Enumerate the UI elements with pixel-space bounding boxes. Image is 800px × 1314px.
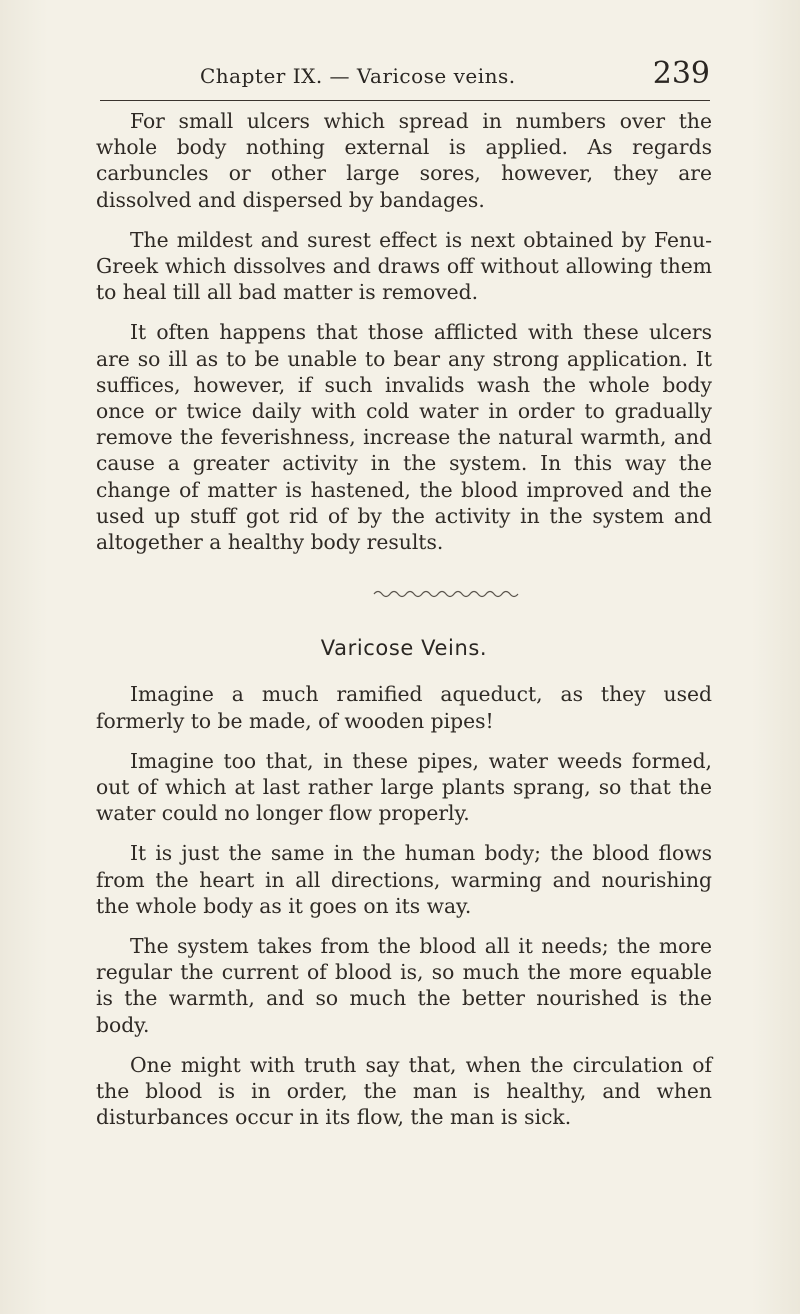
wavy-line-divider-icon xyxy=(96,581,712,597)
paragraph: One might with truth say that, when the circulation of the blood is in order, the man is healthy, and when disturbances occur in its flow, the man is sick. xyxy=(96,1052,712,1130)
running-header xyxy=(100,56,710,101)
page-body xyxy=(96,108,712,1145)
paragraph: It often happens that those afflicted with these ulcers are so ill as to be unable to bear any strong application. It suffices, however, if such invalids wash the whole body once or twice daily with cold water in order to gradually remove the feverishness, increase the natural warmth, and cause a greater activity in the system. In this way the change of matter is hastened, the blood improved and the used up stuff got rid of by the activity in the system and altogether a healthy body results. xyxy=(96,320,712,555)
paragraph: Imagine too that, in these pipes, water weeds formed, out of which at last rather large plants sprang, so that the water could no longer flow properly. xyxy=(96,748,712,826)
section-title: Varicose Veins. xyxy=(320,636,488,661)
page-number: 239 xyxy=(652,56,710,91)
paragraph: For small ulcers which spread in numbers over the whole body nothing external is applied. As regards carbuncles or other large sores, however, they are dissolved and dispersed by bandages. xyxy=(96,109,712,212)
chapter-heading: Chapter IX. — Varicose veins. xyxy=(200,64,516,88)
paragraph: The system takes from the blood all it needs; the more regular the current of blood is, so much the more equable is the warmth, and so much the better nourished is the body. xyxy=(96,934,712,1037)
paragraph: The mildest and surest effect is next obtained by Fenu-Greek which dissolves and draws off without allowing them to heal till all bad matter is removed. xyxy=(96,227,712,305)
paragraph: It is just the same in the human body; the blood flows from the heart in all directions, warming and nourishing the whole body as it goes on its way. xyxy=(96,841,712,918)
paragraph: Imagine a much ramified aqueduct, as they used formerly to be made, of wooden pipes! xyxy=(96,682,712,733)
